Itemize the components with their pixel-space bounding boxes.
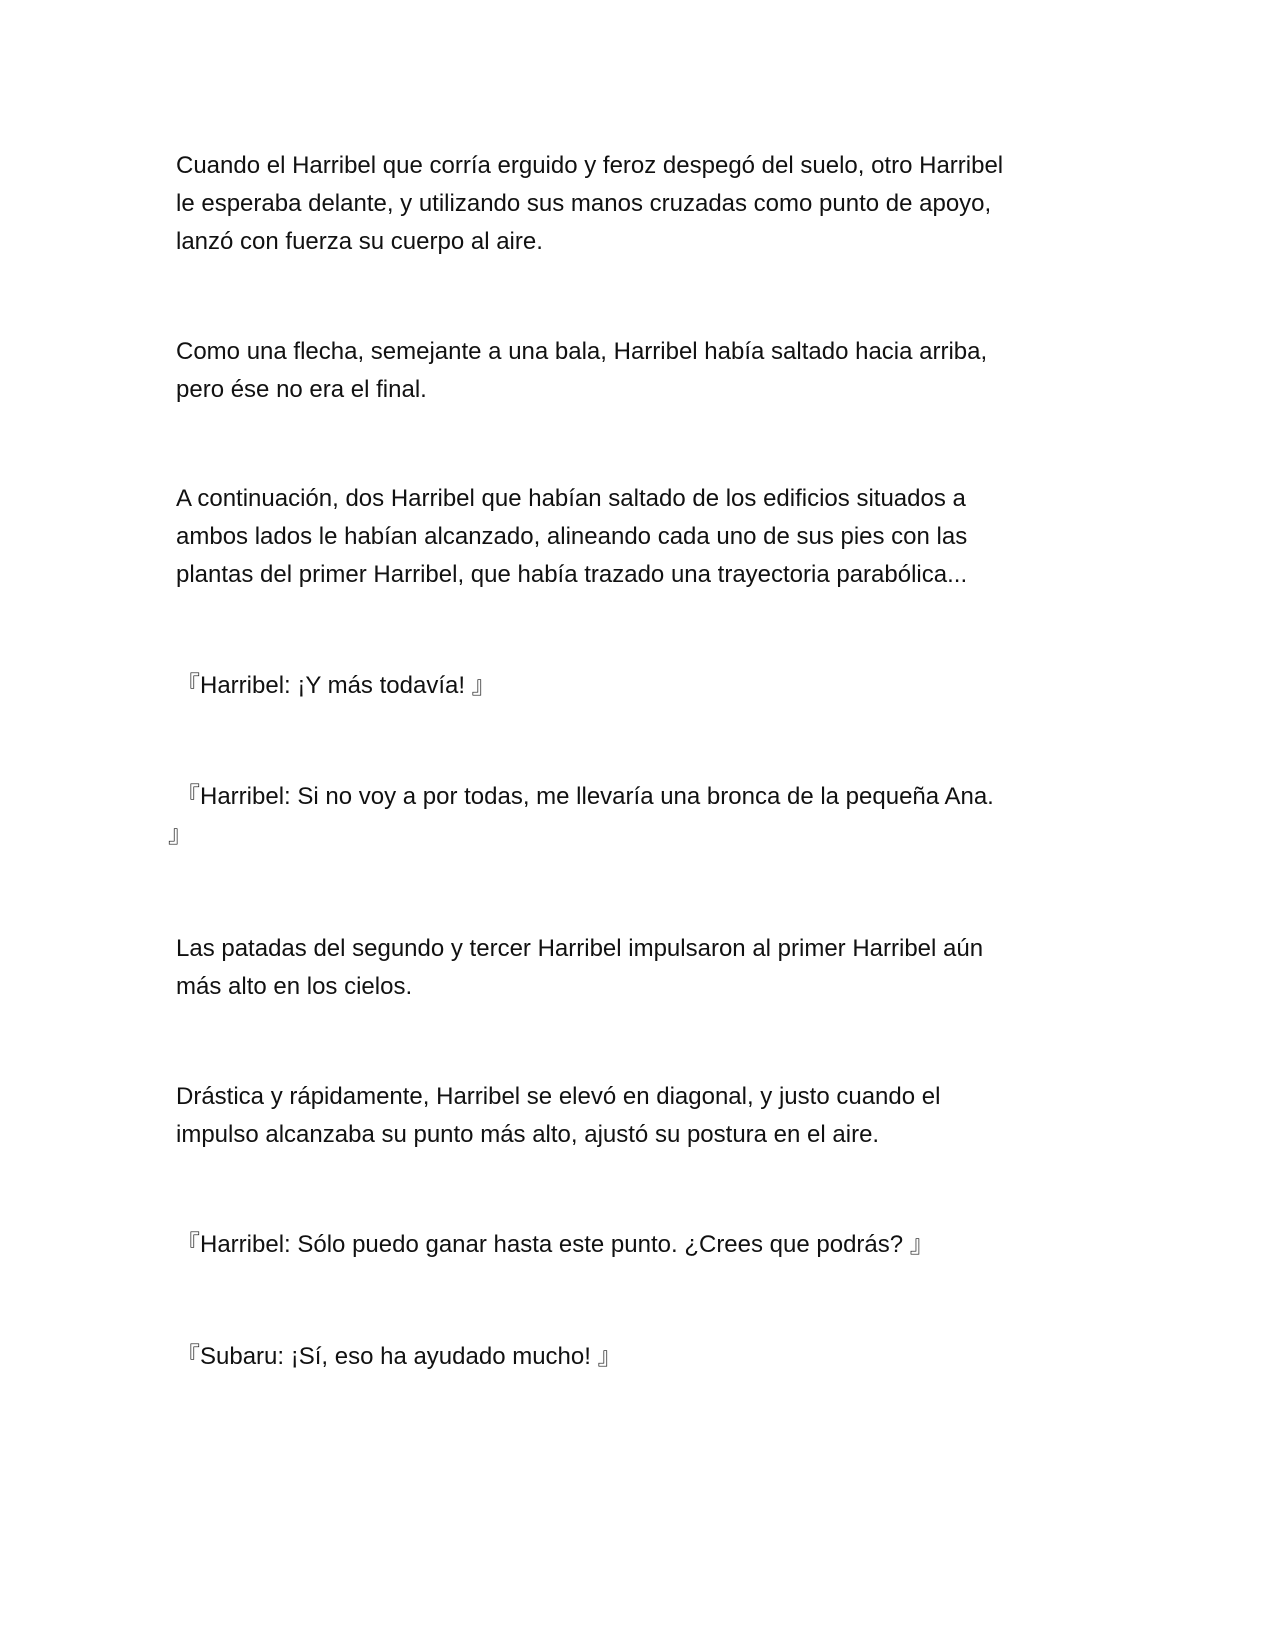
paragraph-line: Drástica y rápidamente, Harribel se elevó en diagonal, y justo cuando el <box>176 1083 941 1110</box>
paragraph-3 <box>176 480 1106 594</box>
paragraph-line: A continuación, dos Harribel que habían saltado de los edificios situados a <box>176 485 966 512</box>
dialogue-open-bracket: 『 <box>176 1231 200 1258</box>
dialogue-text: Harribel: Sólo puedo ganar hasta este punto. ¿Crees que podrás? <box>200 1231 910 1258</box>
dialogue-3 <box>176 1226 1106 1264</box>
paragraph-line: plantas del primer Harribel, que había trazado una trayectoria parabólica... <box>176 561 968 588</box>
paragraph-line: le esperaba delante, y utilizando sus manos cruzadas como punto de apoyo, <box>176 190 992 217</box>
dialogue-close-bracket: 』 <box>168 821 192 848</box>
paragraph-line: ambos lados le habían alcanzado, alineando cada uno de sus pies con las <box>176 523 968 550</box>
dialogue-4 <box>176 1338 1106 1376</box>
dialogue-close-bracket: 』 <box>909 1231 934 1258</box>
dialogue-close-bracket: 』 <box>597 1343 622 1370</box>
paragraph-line: más alto en los cielos. <box>176 973 413 1000</box>
paragraph-1 <box>176 147 1106 261</box>
paragraph-line: lanzó con fuerza su cuerpo al aire. <box>176 228 543 255</box>
paragraph-line: Como una flecha, semejante a una bala, Harribel había saltado hacia arriba, <box>176 338 988 365</box>
paragraph-line: Cuando el Harribel que corría erguido y feroz despegó del suelo, otro Harribel <box>176 152 1004 179</box>
dialogue-2 <box>168 778 1106 854</box>
dialogue-text: Subaru: ¡Sí, eso ha ayudado mucho! <box>200 1343 598 1370</box>
dialogue-close-bracket: 』 <box>471 672 496 699</box>
dialogue-open-bracket: 『 <box>176 783 200 810</box>
paragraph-2 <box>176 333 1106 409</box>
dialogue-1 <box>176 667 1106 705</box>
dialogue-text: Harribel: Si no voy a por todas, me llevaría una bronca de la pequeña Ana. <box>200 783 994 810</box>
paragraph-4 <box>176 930 1106 1006</box>
paragraph-line: pero ése no era el final. <box>176 376 427 403</box>
paragraph-5 <box>176 1078 1106 1154</box>
dialogue-open-bracket: 『 <box>176 672 200 699</box>
paragraph-line: Las patadas del segundo y tercer Harribel impulsaron al primer Harribel aún <box>176 935 984 962</box>
dialogue-open-bracket: 『 <box>176 1343 200 1370</box>
dialogue-text: Harribel: ¡Y más todavía! <box>200 672 472 699</box>
paragraph-line: impulso alcanzaba su punto más alto, ajustó su postura en el aire. <box>176 1121 880 1148</box>
